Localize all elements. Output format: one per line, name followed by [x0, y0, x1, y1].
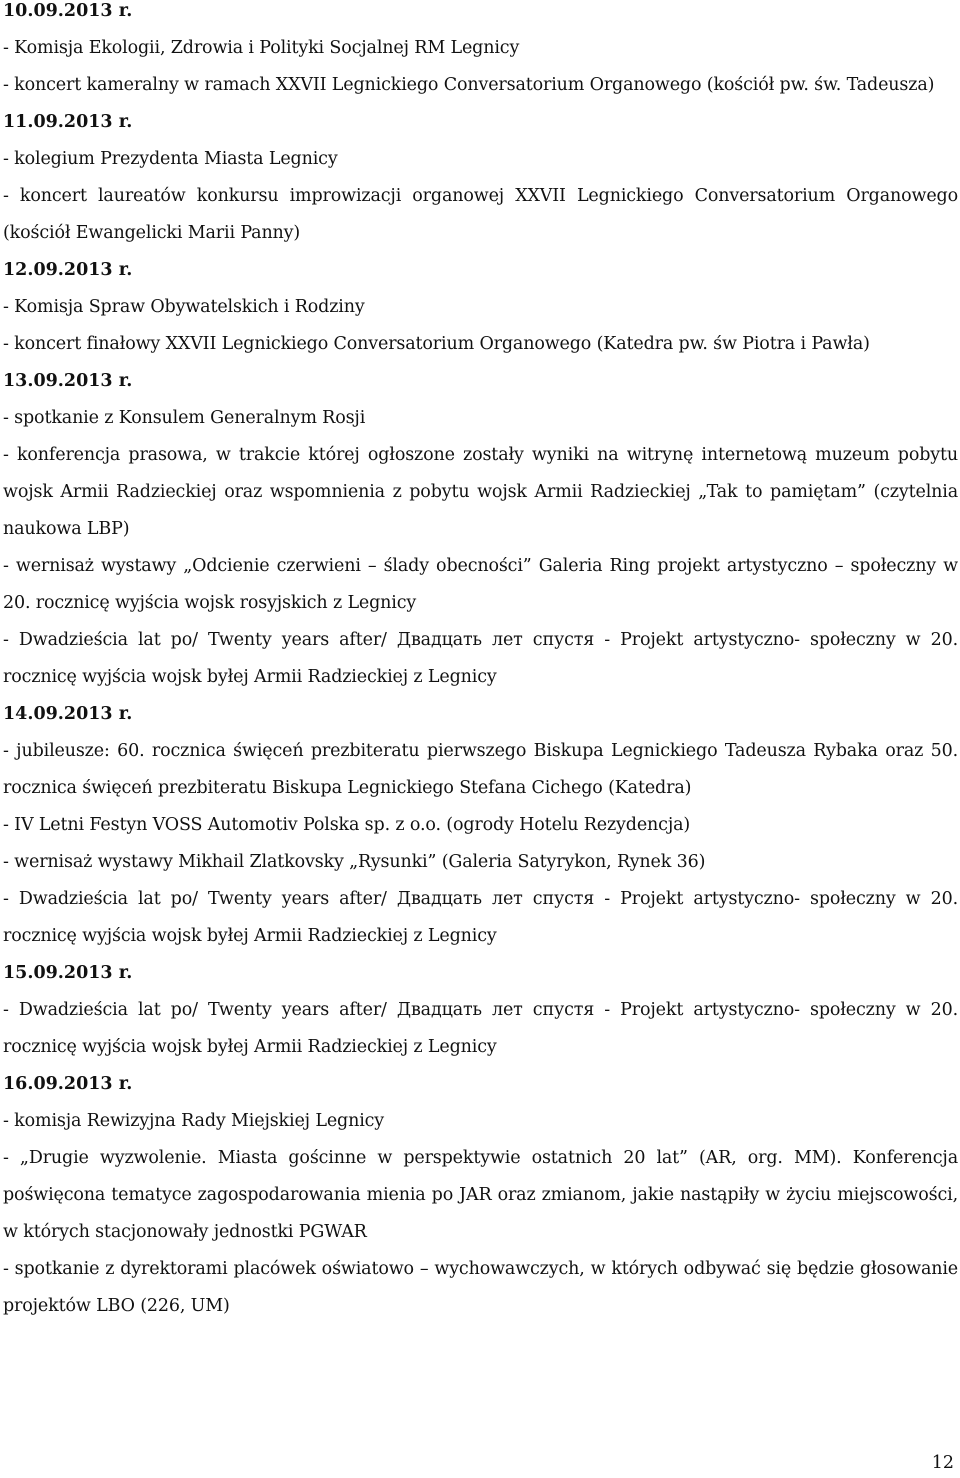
event-entry: - jubileusze: 60. rocznica święceń prezbiteratu pierwszego Biskupa Legnickiego Tadeusza Rybaka oraz 50. rocznica święceń prezbiteratu Biskupa Legnickiego Stefana Cichego (Katedra) — [3, 741, 958, 798]
event-entry: - komisja Rewizyjna Rady Miejskiej Legnicy — [3, 1111, 385, 1131]
section-date: 13.09.2013 r. — [3, 371, 133, 391]
section-date: 14.09.2013 r. — [3, 704, 133, 724]
event-entry: - Dwadzieścia lat po/ Twenty years after/ Двадцать лет спустя - Projekt artystyczno- społeczny w 20. rocznicę wyjścia wojsk byłej Armii Radzieckiej z Legnicy — [3, 1000, 958, 1057]
section-date: 16.09.2013 r. — [3, 1074, 133, 1094]
event-entry: - Komisja Spraw Obywatelskich i Rodziny — [3, 297, 365, 317]
event-entry: - koncert laureatów konkursu improwizacji organowej XXVII Legnickiego Conversatorium Organowego (kościół Ewangelicki Marii Panny) — [3, 186, 958, 243]
section-date: 12.09.2013 r. — [3, 260, 133, 280]
event-entry: - Dwadzieścia lat po/ Twenty years after/ Двадцать лет спустя - Projekt artystyczno- społeczny w 20. rocznicę wyjścia wojsk byłej Armii Radzieckiej z Legnicy — [3, 889, 958, 946]
event-entry: - wernisaż wystawy Mikhail Zlatkovsky „Rysunki” (Galeria Satyrykon, Rynek 36) — [3, 852, 706, 872]
event-entry: - Dwadzieścia lat po/ Twenty years after/ Двадцать лет спустя - Projekt artystyczno- społeczny w 20. rocznicę wyjścia wojsk byłej Armii Radzieckiej z Legnicy — [3, 630, 958, 687]
document-body — [3, 0, 958, 1325]
event-entry: - IV Letni Festyn VOSS Automotiv Polska sp. z o.o. (ogrody Hotelu Rezydencja) — [3, 815, 691, 835]
day-section — [3, 0, 958, 104]
event-entry: - spotkanie z Konsulem Generalnym Rosji — [3, 408, 366, 428]
event-entry: - kolegium Prezydenta Miasta Legnicy — [3, 149, 338, 169]
day-section — [3, 955, 958, 1066]
event-entry: - konferencja prasowa, w trakcie której ogłoszone zostały wyniki na witrynę internetową muzeum pobytu wojsk Armii Radzieckiej oraz wspomnienia z pobytu wojsk Armii Radzieckiej „Tak to pamiętam” (czytelnia naukowa LBP) — [3, 445, 958, 539]
day-section — [3, 1066, 958, 1325]
event-entry: - wernisaż wystawy „Odcienie czerwieni – ślady obecności” Galeria Ring projekt artystyczno – społeczny w 20. rocznicę wyjścia wojsk rosyjskich z Legnicy — [3, 556, 958, 613]
day-section — [3, 363, 958, 696]
section-date: 10.09.2013 r. — [3, 1, 133, 21]
day-section — [3, 252, 958, 363]
day-section — [3, 104, 958, 252]
page-number: 12 — [931, 1453, 954, 1473]
section-date: 11.09.2013 r. — [3, 112, 133, 132]
event-entry: - „Drugie wyzwolenie. Miasta gościnne w perspektywie ostatnich 20 lat” (AR, org. MM). Konferencja poświęcona tematyce zagospodarowania mienia po JAR oraz zmianom, jakie nastąpiły w życiu miejscowości, w których stacjonowały jednostki PGWAR — [3, 1148, 958, 1242]
event-entry: - Komisja Ekologii, Zdrowia i Polityki Socjalnej RM Legnicy — [3, 38, 520, 58]
event-entry: - spotkanie z dyrektorami placówek oświatowo – wychowawczych, w których odbywać się będzie głosowanie projektów LBO (226, UM) — [3, 1259, 958, 1316]
event-entry: - koncert finałowy XXVII Legnickiego Conversatorium Organowego (Katedra pw. św Piotra i Pawła) — [3, 334, 870, 354]
day-section — [3, 696, 958, 955]
event-entry: - koncert kameralny w ramach XXVII Legnickiego Conversatorium Organowego (kościół pw. św. Tadeusza) — [3, 75, 935, 95]
section-date: 15.09.2013 r. — [3, 963, 133, 983]
